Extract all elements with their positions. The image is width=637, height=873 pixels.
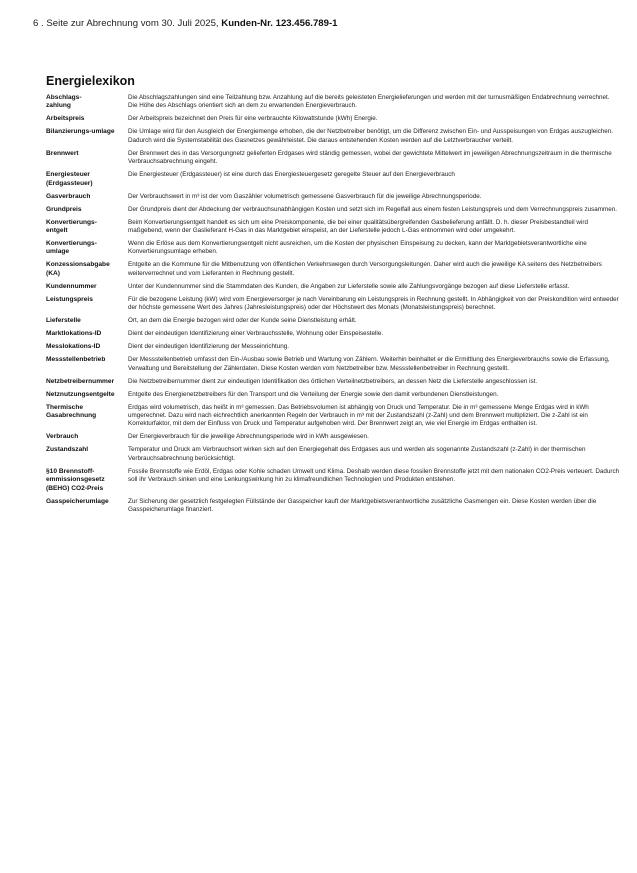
page-info: 6 . Seite zur Abrechnung vom 30. Juli 2025,: [33, 18, 222, 29]
definition: Fossile Brennstoffe wie Erdöl, Erdgas oder Kohle schaden Umwelt und Klima. Deshalb werden diese fossilen Brennstoffe jetzt mit dem nationalen CO2-Preis verteuert. Dadurch soll ihr Verbrauch sinken und eine Lenkungswirkung hin zu klimafreundlichen Technologien und Produkten entstehen.: [128, 467, 620, 484]
lexicon-entry-energiesteuer: [46, 171, 620, 188]
definition: Der Grundpreis dient der Abdeckung der verbrauchsunabhängigen Kosten und setzt sich im Regelfall aus einem festen Leistungspreis und dem Verrechnungspreis zusammen.: [128, 205, 617, 213]
definition: Die Abschlagszahlungen sind eine Teilzahlung bzw. Anzahlung auf die bereits geleisteten Energielieferungen und werden mit der turnusmäßigen Endabrechnung verrechnet. Die Höhe des Abschlags orientiert sich an dem zu erwartenden Energieverbrauch.: [128, 94, 610, 110]
definition: Der Energieverbrauch für die jeweilige Abrechnungsperiode wird in kWh ausgewiesen.: [128, 433, 369, 441]
term: Marktlokations-ID: [46, 330, 102, 338]
lexicon-entry-behg-co2-preis: [46, 468, 620, 493]
term: Lieferstelle: [46, 317, 81, 325]
definition: Erdgas wird volumetrisch, das heißt in m³ gemessen. Das Betriebsvolumen ist abhängig von Druck und Temperatur. Die in m³ gemessene Menge Erdgas wird in kWh umgerechnet. Dazu wird nach eichrechtlich anerkannten Regeln der Verbrauch in m³ mit der Zustandszahl (z-Zahl) und dem Brennwert multipliziert. Die z-Zahl ist ein Korrekturfaktor, mit dem der Einfluss von Druck und Temperatur aufgehoben wird. Der Brennwert zeigt an, wie viel Energie im Erdgas enthalten ist.: [128, 403, 589, 428]
term: Kundennummer: [46, 282, 97, 290]
definition: Die Energiesteuer (Erdgassteuer) ist eine durch das Energiesteuergesetz geregelte Steuer auf den Energieverbrauch: [128, 171, 455, 179]
definition: Der Arbeitspreis bezeichnet den Preis für eine verbrauchte Kilowattstunde (kWh) Energie.: [128, 115, 378, 123]
term: Thermische Gasabrechnung: [46, 403, 97, 420]
term: Messlokations-ID: [46, 343, 101, 351]
lexicon-entry-arbeitspreis: [46, 115, 620, 123]
definition: Dient der eindeutigen Identifizierung einer Verbrauchsstelle, Wohnung oder Einspeisestelle.: [128, 330, 384, 338]
definition: Wenn die Erlöse aus dem Konvertierungsentgelt nicht ausreichen, um die Kosten der physischen Einspeisung zu decken, kann der Marktgebietsverantwortliche eine Konvertierungsumlage erheben.: [128, 240, 587, 256]
term: Konzessionsabgabe (KA): [46, 261, 110, 277]
definition: Entgelte des Energienetzbetreibers für den Transport und die Verteilung der Energie sowie den damit verbundenen Dienstleistungen.: [128, 390, 499, 398]
definition: Der Messstellenbetrieb umfasst den Ein-/Ausbau sowie Betrieb und Wartung von Zählern. Weiterhin beinhaltet er die Ermittlung des Energieverbrauchs sowie die Erfassung, Verwaltung und Bereitstellung der Zählerdaten. Diese Kosten werden vom Netzbetreiber bzw. Messstellenbetreiber in Rechnung gestellt.: [128, 356, 610, 372]
term: Netznutzungsentgelte: [46, 390, 115, 398]
definition: Temperatur und Druck am Verbrauchsort wirken sich auf den Energiegehalt des Erdgases aus und werden als sogenannte Zustandszahl (z-Zahl) in der thermischen Verbrauchsabrechnung berücksichtigt.: [128, 446, 586, 462]
term: §10 Brennstoff- emmissionsgesetz (BEHG) CO2-Preis: [46, 467, 105, 492]
definition: Der Brennwert des in das Versorgungnetz gelieferten Erdgases wird ständig gemessen, wobei der gewichtete Mittelwert im jeweiligen Abrechnungszeitraum in die thermische Verbrauchsabrechnung eingeht.: [128, 149, 612, 166]
term: Zustandszahl: [46, 446, 89, 454]
lexicon-entry-konvertierungsentgelt: [46, 219, 620, 236]
term: Arbeitspreis: [46, 115, 85, 123]
lexicon-entry-gasverbrauch: [46, 193, 620, 201]
definition: Die Umlage wird für den Ausgleich der Energiemenge erhoben, die der Netzbetreiber benötigt, um die Differenz zwischen Ein- und Ausspeisungen von Erdgas auszugleichen. Dadurch wird die Systemstabilität des Gasnetzes gewährleistet. Die daraus entstehenden Kosten werden auf die Letztverbraucher verteilt.: [128, 128, 614, 144]
term: Konvertierungs- umlage: [46, 240, 97, 256]
lexicon-entry-konvertierungsumlage: [46, 240, 620, 257]
term: Energiesteuer (Erdgassteuer): [46, 171, 93, 187]
lexicon-list: [46, 94, 620, 519]
lexicon-entry-kundennummer: [46, 283, 620, 291]
lexicon-entry-messlokations-id: [46, 343, 620, 351]
term: Netzbetreibernummer: [46, 377, 115, 385]
term: Konvertierungs- entgelt: [46, 218, 97, 235]
lexicon-entry-abschlagszahlung: [46, 94, 620, 111]
term: Bilanzierungs-umlage: [46, 128, 115, 136]
definition: Beim Konvertierungsentgelt handelt es sich um eine Preiskomponente, die bei einer qualitätsübergreifenden Gasbelieferung anfällt. D. h. dieser Preisbestandteil wird maßgebend, wenn der Gaslieferant H-Gas in das Marktgebiet einspeist, an der Lieferstelle jedoch L-Gas entnommen wird oder umgekehrt.: [128, 218, 588, 235]
term: Abschlags- zahlung: [46, 94, 82, 110]
lexicon-entry-bilanzierungsumlage: [46, 128, 620, 145]
definition: Zur Sicherung der gesetzlich festgelegten Füllstände der Gasspeicher kauft der Marktgebietsverantwortliche zusätzliche Gasmengen ein. Diese Kosten werden über die Gasspeicherumlage finanziert.: [128, 497, 597, 514]
customer-number: Kunden-Nr. 123.456.789-1: [221, 18, 338, 29]
lexicon-entry-konzessionsabgabe: [46, 261, 620, 278]
term: Verbrauch: [46, 433, 79, 441]
term: Messstellenbetrieb: [46, 356, 106, 364]
definition: Die Netzbetreibernummer dient zur eindeutigen Identifikation des örtlichen Verteilnetzbetreibers, an dessen Netz die Lieferstelle angeschlossen ist.: [128, 377, 538, 385]
lexicon-entry-netznutzungsentgelte: [46, 391, 620, 399]
lexicon-entry-netzbetreibernummer: [46, 378, 620, 386]
page-header: [33, 18, 338, 29]
page-title: Energielexikon: [46, 74, 135, 88]
definition: Für die bezogene Leistung (kW) wird vom Energieversorger je nach Vereinbarung ein Leistungspreis in Rechnung gestellt. In Abhängigkeit von der Preiskondition wird entweder der höchste gemessene Wert des Jahres (Jahresleistungspreis) oder der Höchstwert des Monats (Monatsleistungspreis) berechnet.: [128, 295, 619, 312]
lexicon-entry-messstellenbetrieb: [46, 356, 620, 373]
definition: Der Verbrauchswert in m³ ist der vom Gaszähler volumetrisch gemessene Gasverbrauch für die jeweilige Abrechnungsperiode.: [128, 192, 482, 200]
lexicon-entry-marktlokations-id: [46, 330, 620, 338]
term: Leistungspreis: [46, 295, 93, 303]
lexicon-entry-zustandszahl: [46, 446, 620, 463]
lexicon-entry-grundpreis: [46, 206, 620, 214]
definition: Entgelte an die Kommune für die Mitbenutzung von öffentlichen Verkehrswegen durch Versorgungsleitungen. Daher wird auch die jeweilige KA seitens des Netzbetreibers weiterverrechnet und vom Lieferanten in Rechnung gestellt.: [128, 261, 602, 277]
term: Brennwert: [46, 149, 79, 157]
lexicon-entry-brennwert: [46, 150, 620, 167]
term: Gasverbrauch: [46, 192, 91, 200]
lexicon-entry-thermische-gasabrechnung: [46, 404, 620, 429]
definition: Unter der Kundennummer sind die Stammdaten des Kunden, die Angaben zur Lieferstelle sowie alle Zahlungsvorgänge bezogen auf diese Lieferstelle erfasst.: [128, 282, 570, 290]
lexicon-entry-verbrauch: [46, 433, 620, 441]
term: Grundpreis: [46, 205, 82, 213]
lexicon-entry-gasspeicherumlage: [46, 498, 620, 515]
lexicon-entry-leistungspreis: [46, 296, 620, 313]
definition: Ort, an dem die Energie bezogen wird oder der Kunde seine Dienstleistung erhält.: [128, 317, 357, 325]
definition: Dient der eindeutigen Identifizierung der Messeinrichtung.: [128, 343, 290, 351]
lexicon-entry-lieferstelle: [46, 317, 620, 325]
term: Gasspeicherumlage: [46, 497, 109, 505]
